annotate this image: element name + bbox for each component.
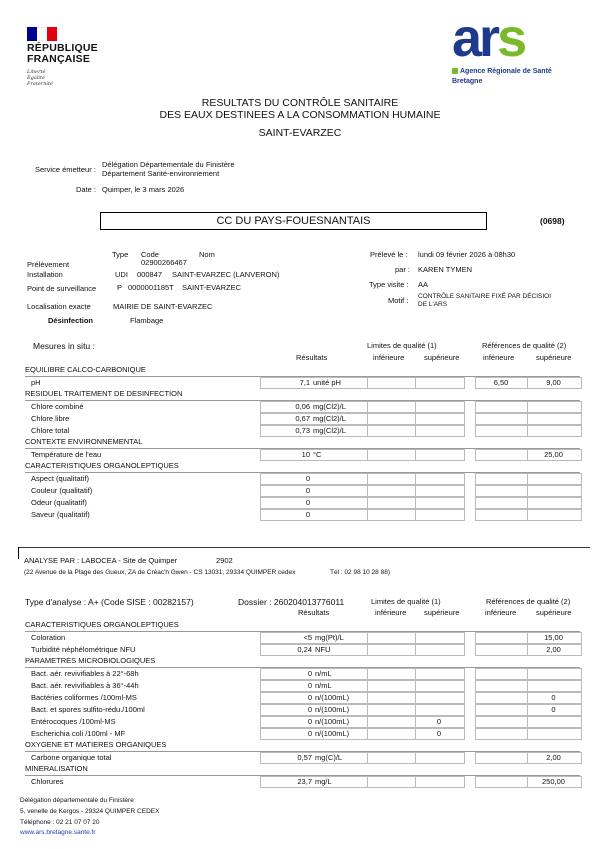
motif-value-1: CONTRÔLE SANITAIRE FIXÉ PAR DÉCISIOI (418, 293, 552, 300)
point-code: 0000001185T (128, 283, 174, 292)
table-cell (367, 449, 417, 461)
table-cell (367, 401, 417, 413)
table-cell (475, 425, 529, 437)
desinfection-value: Flambage (130, 316, 164, 325)
result-value: 0,06 (295, 402, 310, 411)
table-cell (527, 497, 582, 509)
reference-superior: 0 (551, 693, 556, 702)
table-cell (415, 632, 465, 644)
result-unit: unité pH (313, 378, 341, 387)
insitu-ref-sup-header: supérieure (536, 353, 572, 362)
table-cell (527, 716, 582, 728)
param-name: Turbidité néphélométrique NFU (31, 645, 136, 654)
motto-egalite: Égalité (27, 75, 45, 81)
republique-motto (27, 69, 53, 87)
table-cell (367, 509, 417, 521)
table-cell (367, 473, 417, 485)
table-cell (415, 473, 465, 485)
result-value: 0 (307, 681, 312, 690)
table-cell (475, 485, 529, 497)
param-name: Carbone organique total (31, 753, 112, 762)
table-cell (475, 728, 529, 740)
ars-logo-s: s (497, 8, 525, 68)
footer-website-link[interactable]: www.ars.bretagne.sante.fr (20, 829, 96, 836)
param-name: Bact. aér. revivifiables à 22°-68h (31, 669, 139, 678)
result-unit: n/(100mL) (315, 729, 350, 738)
table-cell (367, 425, 417, 437)
group-header: MINERALISATION (25, 764, 88, 773)
unit-name: CC DU PAYS-FOUESNANTAIS (216, 215, 371, 227)
table-cell (415, 485, 465, 497)
table-cell (367, 704, 417, 716)
table-cell (415, 644, 465, 656)
group-header: EQUILIBRE CALCO-CARBONIQUE (25, 365, 146, 374)
lab-tel: Tél : 02 98 10 28 88) (330, 569, 390, 576)
table-cell (367, 680, 417, 692)
date-label: Date : (76, 185, 97, 194)
reference-superior: 9,00 (546, 378, 561, 387)
reference-superior: 2,00 (546, 753, 561, 762)
table-cell (415, 497, 465, 509)
analysis-ref-inf-header: inférieure (485, 608, 517, 617)
group-header: PARAMETRES MICROBIOLOGIQUES (25, 656, 156, 665)
table-cell (475, 680, 529, 692)
table-cell (475, 401, 529, 413)
table-cell (475, 704, 529, 716)
param-name: Coloration (31, 633, 66, 642)
motto-liberte: Liberté (27, 69, 46, 75)
point-type: P (117, 283, 123, 292)
group-header: OXYGENE ET MATIERES ORGANIQUES (25, 740, 167, 749)
service-label: Service émetteur : (35, 165, 96, 174)
table-cell (475, 668, 529, 680)
ars-agency-label: Agence Régionale de Santé (460, 68, 552, 75)
insitu-ref-inf-header: inférieure (483, 353, 515, 362)
result-value: <5 (303, 633, 312, 642)
table-cell (527, 485, 582, 497)
footer-line-2: 5, venelle de Kergos - 29324 QUIMPER CEDEX (20, 808, 160, 815)
param-name: Entérocoques /100ml-MS (31, 717, 116, 726)
table-cell (475, 644, 529, 656)
reference-superior: 0 (551, 705, 556, 714)
result-value: 0 (305, 474, 310, 483)
result-unit: n/(100mL) (315, 693, 350, 702)
table-cell (527, 728, 582, 740)
param-name: Aspect (qualitatif) (31, 474, 89, 483)
table-cell (415, 377, 465, 389)
table-cell (527, 680, 582, 692)
result-unit: mg(Cl2)/L (313, 414, 346, 423)
footer-line-3: Téléphone : 02 21 07 07 20 (20, 819, 100, 826)
group-header: CONTEXTE ENVIRONNEMENTAL (25, 437, 143, 446)
param-name: Chlore combiné (31, 402, 84, 411)
service-value-1: Délégation Départementale du Finistère (102, 160, 235, 169)
analysis-lim-sup-header: supérieure (424, 608, 460, 617)
insitu-lim-inf-header: inférieure (373, 353, 405, 362)
result-value: 0,73 (295, 426, 310, 435)
param-name: Température de l'eau (31, 450, 102, 459)
ars-logo-r: r (479, 8, 498, 68)
col-type-header: Type (112, 250, 129, 259)
preleve-label: Prélevé le : (370, 250, 408, 259)
ars-logo-a: a (452, 8, 480, 68)
table-cell (475, 752, 529, 764)
insitu-limites-header: Limites de qualité (1) (367, 341, 437, 350)
motif-label: Motif : (388, 296, 409, 305)
col-nom-header: Nom (199, 250, 215, 259)
analysis-lim-inf-header: inférieure (375, 608, 407, 617)
republique-francaise-title (27, 43, 98, 65)
table-cell (475, 473, 529, 485)
table-cell (527, 401, 582, 413)
param-name: Chlore libre (31, 414, 70, 423)
prelevement-label: Prélèvement (27, 260, 70, 269)
result-unit: mg/L (315, 777, 332, 786)
table-cell (367, 632, 417, 644)
table-cell (415, 752, 465, 764)
lab-address: (22 Avenue de la Plage des Gueux, ZA de Créac'h Gwen - CS 13031, 29334 QUIMPER cedex (24, 569, 296, 576)
preleve-value: lundi 09 février 2026 à 08h30 (418, 250, 516, 259)
table-cell (475, 497, 529, 509)
analysis-type: Type d'analyse : A+ (Code SISE : 00282157) (25, 597, 194, 607)
limit-superior: 0 (436, 717, 442, 726)
table-cell (415, 704, 465, 716)
unit-code: (0698) (540, 216, 565, 226)
result-value: 23,7 (297, 777, 312, 786)
localisation-value: MAIRIE DE SAINT-EVARZEC (113, 302, 213, 311)
reference-inferior: 6,50 (493, 378, 509, 387)
table-cell (415, 425, 465, 437)
reference-superior: 15,00 (544, 633, 563, 642)
reference-superior: 25,00 (544, 450, 563, 459)
table-cell (475, 632, 529, 644)
par-label: par : (395, 265, 411, 274)
table-cell (475, 413, 529, 425)
table-cell (367, 497, 417, 509)
param-name: Couleur (qualitatif) (31, 486, 93, 495)
result-unit: NFU (315, 645, 331, 654)
param-name: Chlorures (31, 777, 64, 786)
par-value: KAREN TYMEN (418, 265, 473, 274)
table-cell (415, 692, 465, 704)
installation-type: UDI (115, 270, 128, 279)
table-cell (367, 752, 417, 764)
ars-logo (452, 8, 524, 68)
lab-code: 2902 (216, 556, 233, 565)
table-cell (415, 509, 465, 521)
analysis-references-header: Références de qualité (2) (486, 597, 571, 606)
insitu-resultats-header: Résultats (296, 353, 328, 362)
table-cell (527, 509, 582, 521)
footer-line-1: Délégation départementale du Finistère (20, 797, 134, 804)
result-value: 0 (305, 486, 310, 495)
insitu-references-header: Références de qualité (2) (482, 341, 567, 350)
table-cell (475, 716, 529, 728)
table-cell (367, 728, 417, 740)
result-unit: n/(100mL) (315, 705, 350, 714)
ars-agency-name (452, 68, 552, 75)
result-value: 0 (305, 510, 310, 519)
result-value: 0 (307, 669, 312, 678)
republique-francaise-flag (27, 27, 57, 41)
param-name: Saveur (qualitatif) (31, 510, 90, 519)
table-cell (367, 485, 417, 497)
col-code-header: Code (141, 250, 159, 259)
table-cell (415, 776, 465, 788)
motif-value-2: DE L'ARS (418, 301, 448, 308)
table-cell (367, 716, 417, 728)
table-cell (475, 776, 529, 788)
result-value: 0,67 (295, 414, 310, 423)
table-cell (527, 473, 582, 485)
table-cell (475, 449, 529, 461)
result-value: 0 (307, 705, 312, 714)
group-header: CARACTERISTIQUES ORGANOLEPTIQUES (25, 461, 179, 470)
table-cell (367, 776, 417, 788)
point-nom: SAINT-EVARZEC (182, 283, 242, 292)
reference-superior: 250,00 (542, 777, 565, 786)
result-value: 7,1 (299, 378, 310, 387)
type-visite-value: AA (418, 280, 429, 289)
analysis-limites-header: Limites de qualité (1) (371, 597, 441, 606)
table-cell (367, 644, 417, 656)
unit-box (100, 212, 487, 230)
table-cell (415, 449, 465, 461)
result-value: 0 (305, 498, 310, 507)
reference-superior: 2,00 (546, 645, 561, 654)
result-unit: mg(Cl2)/L (313, 402, 346, 411)
insitu-title: Mesures in situ : (33, 341, 95, 351)
installation-nom: SAINT-EVARZEC (LANVERON) (172, 270, 280, 279)
result-unit: mg(Pt)/L (315, 633, 344, 642)
param-name: Bactéries coliformes /100ml-MS (31, 693, 137, 702)
table-cell (475, 509, 529, 521)
param-name: pH (31, 378, 41, 387)
param-name: Escherichia coli /100ml - MF (31, 729, 126, 738)
ars-region: Bretagne (452, 78, 483, 85)
result-value: 0 (307, 729, 312, 738)
table-cell (415, 401, 465, 413)
installation-label: Installation (27, 270, 63, 279)
param-name: Bact. et spores sulfito-rédu./100ml (31, 705, 145, 714)
table-cell (475, 692, 529, 704)
republique-line2: FRANÇAISE (27, 53, 91, 65)
republique-line1: RÉPUBLIQUE (27, 42, 98, 54)
table-cell (527, 413, 582, 425)
group-header: RESIDUEL TRAITEMENT DE DESINFECTION (25, 389, 183, 398)
result-unit: mg(Cl2)/L (313, 426, 346, 435)
point-label: Point de surveillance (27, 284, 97, 293)
result-value: 0 (307, 693, 312, 702)
doc-title-line2: DES EAUX DESTINEES A LA CONSOMMATION HUMAINE (159, 109, 441, 121)
param-name: Bact. aér. revivifiables à 36°-44h (31, 681, 139, 690)
result-unit: mg(C)/L (315, 753, 343, 762)
result-unit: n/mL (315, 681, 332, 690)
lab-separator (18, 547, 590, 548)
doc-title-line1: RESULTATS DU CONTRÔLE SANITAIRE (201, 97, 399, 109)
desinfection-label: Désinfection (48, 316, 94, 325)
table-cell (367, 692, 417, 704)
param-name: Chlore total (31, 426, 70, 435)
table-cell (367, 668, 417, 680)
doc-title-commune: SAINT-EVARZEC (258, 127, 342, 139)
analysis-resultats-header: Résultats (298, 608, 330, 617)
motto-fraternite: Fraternité (27, 81, 53, 87)
result-value: 0 (307, 717, 312, 726)
result-value: 0,57 (297, 753, 312, 762)
lab-left-edge (18, 547, 19, 559)
param-name: Odeur (qualitatif) (31, 498, 87, 507)
table-cell (415, 668, 465, 680)
date-value: Quimper, le 3 mars 2026 (102, 185, 185, 194)
table-cell (415, 680, 465, 692)
type-visite-label: Type visite : (369, 280, 409, 289)
service-value-2: Département Santé-environnement (102, 169, 220, 178)
table-cell (527, 668, 582, 680)
analysis-ref-sup-header: supérieure (536, 608, 572, 617)
result-value: 10 (301, 450, 310, 459)
prelevement-code: 02900266467 (141, 258, 187, 267)
analysis-dossier: Dossier : 260204013776011 (238, 597, 345, 607)
group-header: CARACTERISTIQUES ORGANOLEPTIQUES (25, 620, 179, 629)
table-cell (527, 425, 582, 437)
localisation-label: Localisation exacte (27, 302, 91, 311)
result-value: 0,24 (297, 645, 312, 654)
result-unit: °C (313, 450, 322, 459)
table-cell (415, 413, 465, 425)
limit-superior: 0 (436, 729, 442, 738)
result-unit: n/(100mL) (315, 717, 350, 726)
result-unit: n/mL (315, 669, 332, 678)
lab-label: ANALYSE PAR : LABOCEA - Site de Quimper (24, 556, 178, 565)
insitu-lim-sup-header: supérieure (424, 353, 460, 362)
table-cell (367, 377, 417, 389)
table-cell (367, 413, 417, 425)
installation-code: 000847 (137, 270, 163, 279)
